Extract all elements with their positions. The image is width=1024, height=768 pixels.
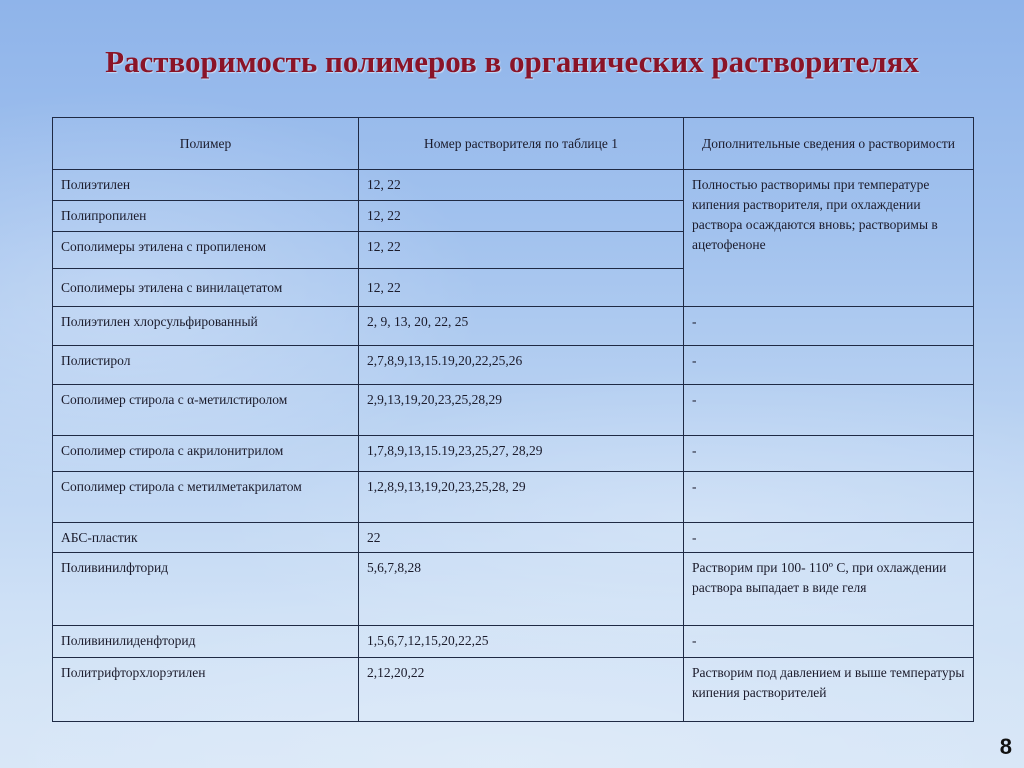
table-row <box>53 170 974 201</box>
polymer-cell: Сополимер стирола с акрилонитрилом <box>53 436 359 472</box>
solvents-cell: 12, 22 <box>359 269 684 307</box>
polymer-cell: Сополимеры этилена с пропиленом <box>53 232 359 269</box>
solvents-cell: 5,6,7,8,28 <box>359 553 684 626</box>
solvents-cell: 1,5,6,7,12,15,20,22,25 <box>359 626 684 658</box>
polymer-cell: Сополимер стирола с α-метилстиролом <box>53 385 359 436</box>
table-header-row <box>53 118 974 170</box>
slide-title: Растворимость полимеров в органических растворителях <box>105 44 919 79</box>
polymer-cell: Сополимер стирола с метилметакрилатом <box>53 472 359 523</box>
info-cell: - <box>684 472 974 523</box>
info-cell: - <box>684 346 974 385</box>
header-additional-info: Дополнительные сведения о растворимости <box>684 118 974 170</box>
polymer-cell: Полистирол <box>53 346 359 385</box>
table-row <box>53 346 974 385</box>
info-cell: Растворим при 100- 110º С, при охлаждении раствора выпадает в виде геля <box>684 553 974 626</box>
solvents-cell: 2,9,13,19,20,23,25,28,29 <box>359 385 684 436</box>
polymer-cell: Полиэтилен хлорсульфированный <box>53 307 359 346</box>
polymer-cell: Полипропилен <box>53 201 359 232</box>
table-row <box>53 385 974 436</box>
page-number: 8 <box>999 734 1012 759</box>
polymer-cell: Полиэтилен <box>53 170 359 201</box>
solvents-cell: 2,12,20,22 <box>359 658 684 722</box>
table-row <box>53 307 974 346</box>
info-cell: - <box>684 436 974 472</box>
table-row <box>53 436 974 472</box>
header-polymer: Полимер <box>53 118 359 170</box>
solvents-cell: 2,7,8,9,13,15.19,20,22,25,26 <box>359 346 684 385</box>
solvents-cell: 22 <box>359 523 684 553</box>
table-row <box>53 472 974 523</box>
table-row <box>53 553 974 626</box>
info-cell: Растворим под давлением и выше температуры кипения растворителей <box>684 658 974 722</box>
solvents-cell: 1,2,8,9,13,19,20,23,25,28, 29 <box>359 472 684 523</box>
polymer-cell: Сополимеры этилена с винилацетатом <box>53 269 359 307</box>
info-cell: - <box>684 385 974 436</box>
solvents-cell: 12, 22 <box>359 170 684 201</box>
solubility-table <box>52 117 974 722</box>
info-cell: Полностью растворимы при температуре кипения растворителя, при охлаждении раствора осаждаются вновь; растворимы в ацетофеноне <box>684 170 974 307</box>
polymer-cell: Поливинилиденфторид <box>53 626 359 658</box>
table-row <box>53 523 974 553</box>
solvents-cell: 12, 22 <box>359 232 684 269</box>
info-cell: - <box>684 523 974 553</box>
table-row <box>53 626 974 658</box>
header-solvent-number: Номер растворителя по таблице 1 <box>359 118 684 170</box>
polymer-cell: Политрифторхлорэтилен <box>53 658 359 722</box>
solvents-cell: 2, 9, 13, 20, 22, 25 <box>359 307 684 346</box>
info-cell: - <box>684 307 974 346</box>
table-row <box>53 658 974 722</box>
polymer-cell: АБС-пластик <box>53 523 359 553</box>
polymer-cell: Поливинилфторид <box>53 553 359 626</box>
solvents-cell: 12, 22 <box>359 201 684 232</box>
info-cell: - <box>684 626 974 658</box>
solvents-cell: 1,7,8,9,13,15.19,23,25,27, 28,29 <box>359 436 684 472</box>
